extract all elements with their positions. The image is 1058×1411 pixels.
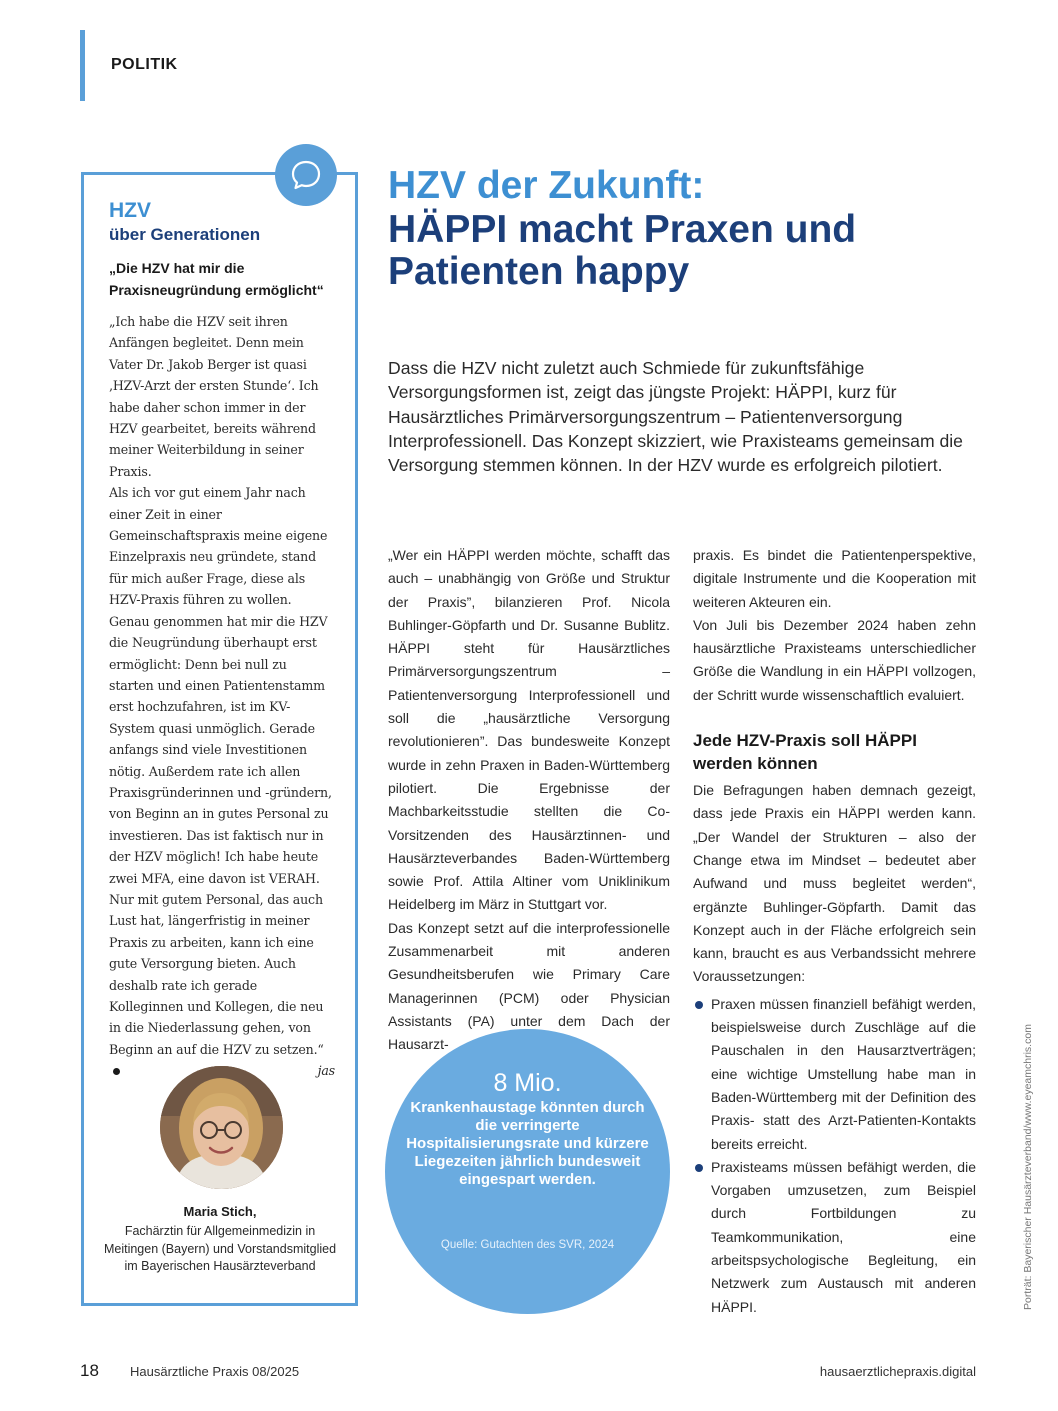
article-subheading: Jede HZV-Praxis soll HÄPPI werden können bbox=[693, 731, 917, 774]
list-item: Praxisteams müssen befähigt werden, die Vorgaben umzusetzen, zum Beispiel durch Fortbildungen zu Teamkommunikation, eine arbeitspsychologische Begleitung, ein Netzwerk zum Austausch mit anderen HÄPPI. bbox=[693, 1156, 976, 1319]
page-number: 18 bbox=[80, 1361, 99, 1380]
stat-number: 8 Mio. bbox=[493, 1069, 562, 1097]
sidebar-paragraph-text: Genau genommen hat mir die HZV die Neugründung überhaupt erst ermöglicht: Denn bei null zu starten und einen Patientenstamm erst hochzufahren, ist im KV-System quasi unmöglich. Gerade anfangs sind viele Investitionen nötig. Außerdem rate ich allen Praxisgründerinnen und -gründern, von Beginn an in gutes Personal zu investieren. Das ist faktisch nur in der HZV möglich! Ich habe heute zwei MFA, eine davon ist VERAH. Nur mit gutem Personal, das auch Lust hat, längerfristig in meiner Praxis zu arbeiten, kann ich eine gute Versorgung bieten. Auch deshalb rate ich gerade Kolleginnen und Kollegen, die neu in die Niederlassung gehen, von Beginn an auf die HZV zu setzen.“ bbox=[109, 613, 332, 1057]
portrait-caption-name: Maria Stich, bbox=[183, 1204, 257, 1219]
sidebar-body bbox=[109, 311, 335, 1082]
publication-name: Hausärztliche Praxis 08/2025 bbox=[130, 1364, 300, 1379]
headline-kicker: HZV der Zukunft: bbox=[388, 164, 705, 207]
article-column-1 bbox=[388, 544, 670, 1057]
sidebar-paragraph: Als ich vor gut einem Jahr nach einer Zeit in einer Gemeinschaftspraxis meine eigene Einzelpraxis neu gründete, stand für mich außer Frage, diese als HZV-Praxis führen zu wollen. bbox=[109, 485, 328, 608]
article-paragraph: Von Juli bis Dezember 2024 haben zehn hausärztliche Praxisteams unterschiedlicher Größe die Wandlung in ein HÄPPI vollzogen, der Schritt wurde wissenschaftlich evaluiert. bbox=[693, 616, 976, 703]
list-item: Praxen müssen finanziell befähigt werden, beispielsweise durch Zuschläge auf die Pauschalen in den Hausarztverträgen; eine wichtige Umstellung habe man in Baden-Württemberg mit der Definition des Praxis- statt des Arzt-Patienten-Kontakts bereits erreicht. bbox=[693, 993, 976, 1156]
section-label: POLITIK bbox=[111, 56, 178, 73]
lead-paragraph: Dass die HZV nicht zuletzt auch Schmiede für zukunftsfähige Versorgungsformen ist, zeigt das jüngste Projekt: HÄPPI, kurz für Hausärztliches Primärversorgungszentrum – Patientenversorgung Interprofessionell. Das Konzept skizziert, wie Praxisteams gemeinsam die Versorgung stemmen können. In der HZV wurde es erfolgreich pilotiert. bbox=[388, 358, 963, 476]
sidebar-quote-title: „Die HZV hat mir die Praxisneugründung ermöglicht“ bbox=[109, 260, 324, 298]
author-tag: jas bbox=[317, 1063, 335, 1079]
portrait-photo bbox=[160, 1066, 283, 1189]
stat-text: Krankenhaustage könnten durch die verringerte Hospitalisierungsrate und kürzere Liegezeiten jährlich bundesweit eingespart werden. bbox=[406, 1099, 649, 1188]
requirements-list bbox=[693, 993, 976, 1319]
portrait-caption-text: Fachärztin für Allgemeinmedizin in Meitingen (Bayern) und Vorstandsmitglied im Bayerischen Hausärzteverband bbox=[103, 1224, 337, 1273]
photo-credit: Porträt: Bayerischer Hausärzteverband/www.eyeamchris.com bbox=[1022, 1024, 1034, 1310]
sidebar-subtitle: über Generationen bbox=[109, 225, 261, 244]
headline-title: HÄPPI macht Praxen und Patienten happy bbox=[388, 208, 857, 293]
stat-callout-circle bbox=[385, 1029, 670, 1314]
article-column-2 bbox=[693, 544, 976, 1319]
sidebar-title: HZV bbox=[109, 199, 151, 222]
speech-bubble-icon bbox=[275, 144, 337, 206]
sidebar-paragraph-last bbox=[109, 611, 335, 1082]
stat-source: Quelle: Gutachten des SVR, 2024 bbox=[440, 1239, 615, 1251]
sidebar-paragraph: „Ich habe die HZV seit ihren Anfängen begleitet. Denn mein Vater Dr. Jakob Berger ist quasi ‚HZV-Arzt der ersten Stunde‘. Ich habe daher schon immer in der HZV gearbeitet, bereits während meiner Weiterbildung in seiner Praxis. bbox=[109, 314, 319, 479]
article-paragraph: „Wer ein HÄPPI werden möchte, schafft das auch – unabhängig von Größe und Struktur der Praxis”, bilanzieren Prof. Nicola Buhlinger-Göpfarth und Dr. Susanne Bublitz. HÄPPI steht für Hausärztliches Primärversorgungszentrum – Patientenversorgung Interprofessionell und soll die „hausärztliche Versorgung revolutionieren”. Das bundesweite Konzept wurde in zehn Praxen in Baden-Württemberg pilotiert. Die Ergebnisse der Machbarkeitsstudie stellten die Co-Vorsitzenden des Hausärztinnen- und Hausärzteverbandes Baden-Württemberg sowie Prof. Attila Altiner vom Uniklinikum Heidelberg im März in Stuttgart vor. bbox=[388, 547, 670, 913]
section-accent-bar bbox=[80, 30, 85, 101]
article-paragraph: praxis. Es bindet die Patientenperspektive, digitale Instrumente und die Kooperation mit weiteren Akteuren ein. bbox=[693, 547, 976, 610]
footer-url: hausaerztlichepraxis.digital bbox=[819, 1364, 976, 1379]
end-mark-icon bbox=[113, 1068, 120, 1075]
article-paragraph: Die Befragungen haben demnach gezeigt, dass jede Praxis ein HÄPPI werden kann. „Der Wandel der Strukturen – also der Change etwa im Mindset – bedeutet aber Aufwand und muss begleitet werden“, ergänzte Buhlinger-Göpfarth. Damit das Konzept auch in der Fläche erfolgreich sein kann, braucht es aus Verbandssicht mehrere Voraussetzungen: bbox=[693, 782, 976, 985]
article-paragraph: Das Konzept setzt auf die interprofessionelle Zusammenarbeit mit anderen Gesundheitsberufen wie Primary Care Managerinnen (PCM) oder Physician Assistants (PA) unter dem Dach der Hausarzt- bbox=[388, 919, 670, 1053]
